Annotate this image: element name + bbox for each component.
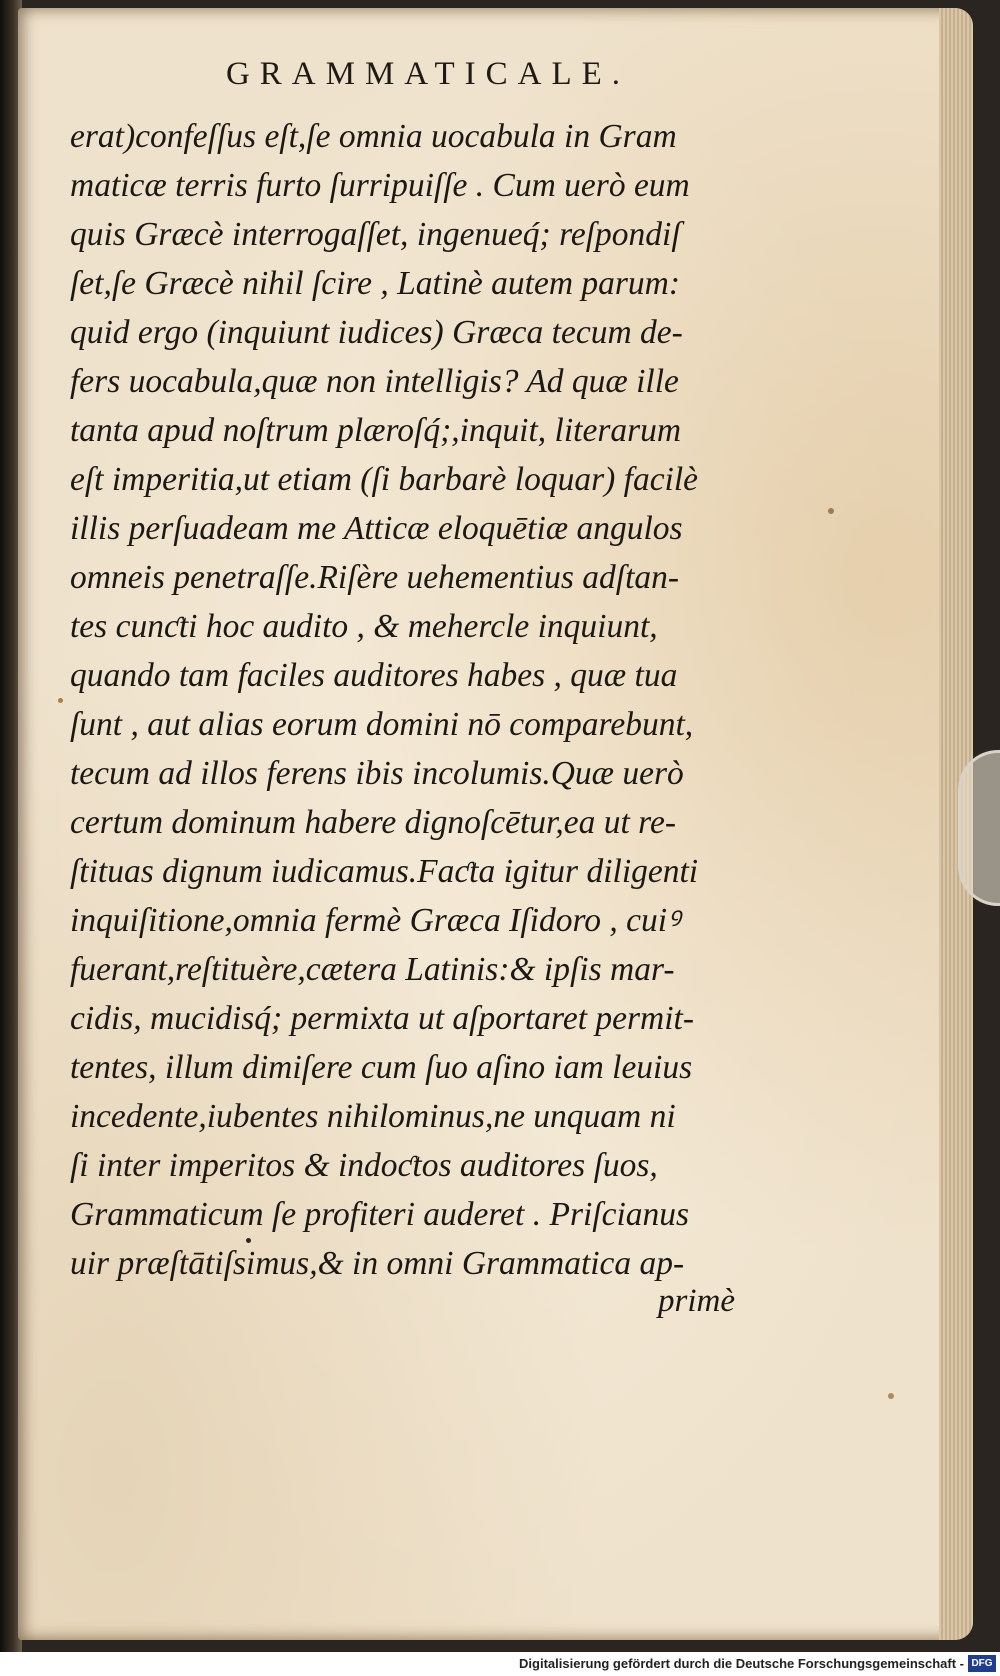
thumb-tab <box>958 750 1000 906</box>
ink-speck <box>58 698 63 703</box>
text-line: omneis penetraſſe.Riſère uehementius adſtan- <box>70 559 680 596</box>
text-line: ſet,ſe Græcè nihil ſcire , Latinè autem parum: <box>70 265 681 302</box>
text-line: erat)confeſſus eſt,ſe omnia uocabula in Gram <box>70 118 677 155</box>
text-line: tentes, illum dimiſere cum ſuo aſino iam leuius <box>70 1049 693 1086</box>
dfg-logo: DFG <box>968 1655 996 1672</box>
text-line: quid ergo (inquiunt iudices) Græca tecum de- <box>70 314 683 351</box>
ink-speck <box>828 508 834 514</box>
text-line: quis Græcè interrogaſſet, ingenueq́; reſpondiſ <box>70 216 681 253</box>
text-line: eſt imperitia,ut etiam (ſi barbarè loquar) facilè <box>70 461 699 498</box>
text-line: Grammaticum ſe profiteri auderet . Priſcianus <box>70 1196 690 1233</box>
text-line: fers uocabula,quæ non intelligis? Ad quæ ille <box>70 363 679 400</box>
text-line: tecum ad illos ferens ibis incolumis.Quæ uerò <box>70 755 684 792</box>
text-line: uir præſtātiſsimus,& in omni Grammatica ap- <box>70 1245 685 1282</box>
text-line: illis perſuadeam me Atticæ eloquētiæ angulos <box>70 510 683 547</box>
text-line: fuerant,reſtituère,cætera Latinis:& ipſis mar- <box>70 951 675 988</box>
text-line: ſtituas dignum iudicamus.Faƈta igitur diligenti <box>70 853 699 890</box>
text-line: maticæ terris furto ſurripuiſſe . Cum uerò eum <box>70 167 690 204</box>
running-head: GRAMMATICALE. <box>225 56 631 92</box>
text-line: ſi inter imperitos & indoƈtos auditores ſuos, <box>70 1147 658 1184</box>
text-line: tes cunƈti hoc audito , & mehercle inquiunt, <box>70 608 658 645</box>
text-line: quando tam faciles auditores habes , quæ tua <box>70 657 678 694</box>
digitization-footer <box>0 1652 1000 1676</box>
ink-speck <box>246 1238 251 1243</box>
text-line: certum dominum habere dignoſcētur,ea ut re- <box>70 804 676 841</box>
text-line: ſunt , aut alias eorum domini nō comparebunt, <box>70 706 694 743</box>
text-line: tanta apud noſtrum plæroſq́;,inquit, literarum <box>70 412 682 449</box>
ink-speck <box>888 1393 894 1399</box>
footer-credit: Digitalisierung gefördert durch die Deutsche Forschungsgemeinschaft - <box>519 1656 964 1671</box>
body-text <box>70 112 770 1288</box>
text-line: cidis, mucidisq́; permixta ut aſportaret permit- <box>70 1000 695 1037</box>
catchword: primè <box>658 1283 735 1319</box>
book-page <box>18 8 973 1640</box>
text-line: inquiſitione,omnia fermè Græca Iſidoro , cuiꝰ <box>70 902 680 939</box>
text-line: incedente,iubentes nihilominus,ne unquam ni <box>70 1098 676 1135</box>
